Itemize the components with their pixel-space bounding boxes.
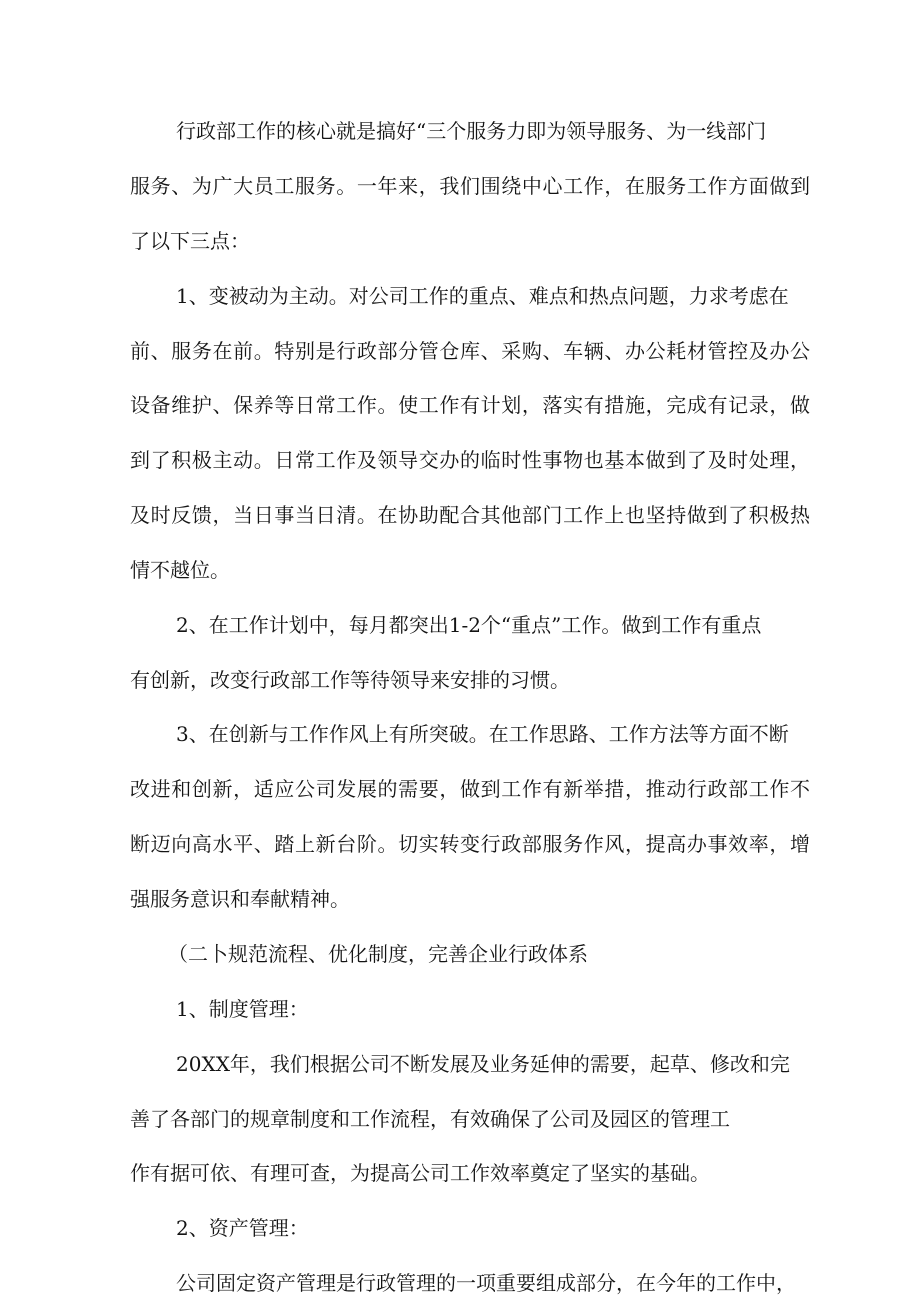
- paragraph-line: 善了各部门的规章制度和工作流程，有效确保了公司及园区的管理工: [130, 1107, 730, 1131]
- paragraph-line: 了以下三点：: [130, 229, 250, 253]
- subsection-heading: 2、资产管理：: [176, 1216, 309, 1240]
- paragraph-line: 到了积极主动。日常工作及领导交办的临时性事物也基本做到了及时处理，: [130, 448, 810, 472]
- paragraph-line: 改进和创新，适应公司发展的需要，做到工作有新举措，推动行政部工作不: [130, 777, 810, 801]
- paragraph-line: 作有据可依、有理可查，为提高公司工作效率奠定了坚实的基础。: [130, 1161, 710, 1185]
- paragraph-line: 前、服务在前。特别是行政部分管仓库、采购、车辆、办公耗材管控及办公: [130, 339, 810, 363]
- paragraph-line: 20XX年，我们根据公司不断发展及业务延伸的需要，起草、修改和完: [176, 1052, 790, 1076]
- section-heading: （二卜规范流程、优化制度，完善企业行政体系: [168, 942, 588, 966]
- paragraph-line: 情不越位。: [130, 558, 230, 582]
- subsection-heading: 1、制度管理：: [176, 997, 309, 1021]
- paragraph-line: 强服务意识和奉献精神。: [130, 887, 350, 911]
- paragraph-line: 及时反馈，当日事当日清。在协助配合其他部门工作上也坚持做到了积极热: [130, 503, 810, 527]
- paragraph-line: 公司固定资产管理是行政管理的一项重要组成部分，在今年的工作中，: [176, 1271, 796, 1295]
- paragraph-line: 行政部工作的核心就是搞好“三个服务力即为领导服务、为一线部门: [176, 119, 767, 143]
- paragraph-line: 断迈向高水平、踏上新台阶。切实转变行政部服务作风，提高办事效率，增: [130, 832, 810, 856]
- paragraph-line: 设备维护、保养等日常工作。使工作有计划，落实有措施，完成有记录，做: [130, 393, 810, 417]
- paragraph-line: 3、在创新与工作作风上有所突破。在工作思路、工作方法等方面不断: [176, 722, 789, 746]
- paragraph-line: 1、变被动为主动。对公司工作的重点、难点和热点问题，力求考虑在: [176, 284, 789, 308]
- paragraph-line: 2、在工作计划中，每月都突出1-2个“重点”工作。做到工作有重点: [176, 613, 762, 637]
- paragraph-line: 服务、为广大员工服务。一年来，我们围绕中心工作，在服务工作方面做到: [130, 174, 810, 198]
- paragraph-line: 有创新，改变行政部工作等待领导来安排的习惯。: [130, 668, 570, 692]
